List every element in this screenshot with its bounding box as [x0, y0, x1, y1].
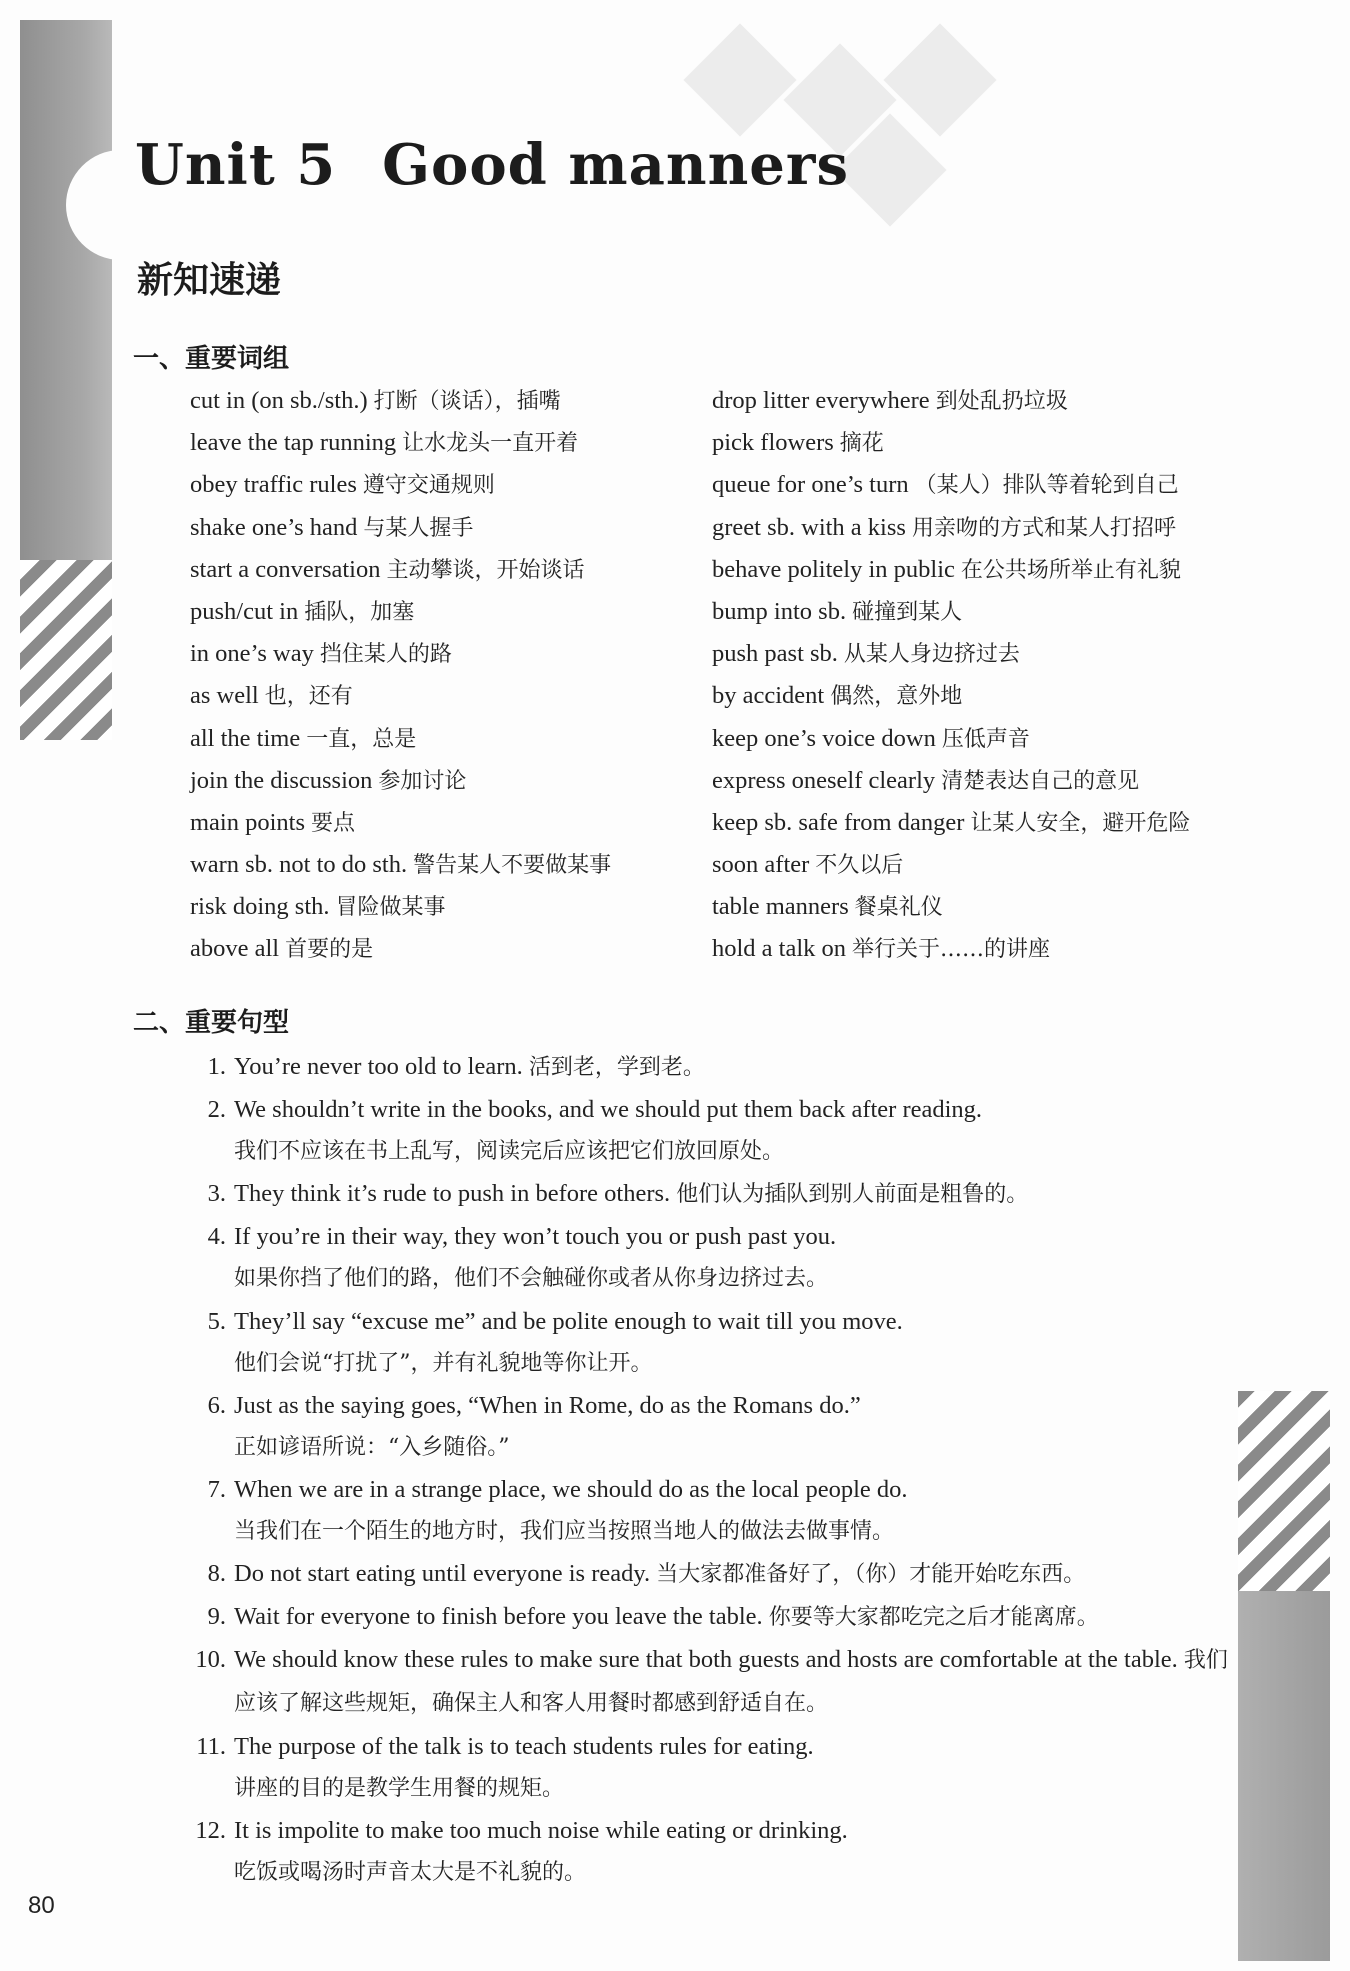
sentence-item: 2. We shouldn’t write in the books, and we should put them back after reading. 我们不应该在书上乱写，阅读完后应该把它们放回原处。 [207, 1096, 983, 1165]
phrase-item: drop litter everywhere 到处乱扔垃圾 [712, 387, 1068, 414]
sentence-item: 3. They think it’s rude to push in before others. 他们认为插队到别人前面是粗鲁的。 [207, 1180, 1029, 1208]
phrase-item: hold a talk on 举行关于……的讲座 [712, 935, 1051, 963]
phrase-item: soon after 不久以后 [712, 851, 904, 879]
right-stripe-pattern [1238, 1391, 1330, 1591]
sentence-item: 9. Wait for everyone to finish before you leave the table. 你要等大家都吃完之后才能离席。 [207, 1603, 1099, 1631]
sentence-list [190, 1046, 1230, 1894]
phrase-item: in one’s way 挡住某人的路 [190, 640, 452, 668]
phrase-item: join the discussion 参加讨论 [190, 766, 467, 794]
sentence-item: 8. Do not start eating until everyone is ready. 当大家都准备好了，（你）才能开始吃东西。 [207, 1560, 1086, 1588]
section-title: 新知速递 [137, 260, 282, 301]
phrase-item: behave politely in public 在公共场所举止有礼貌 [712, 555, 1181, 583]
page-number: 80 [28, 1892, 55, 1919]
phrase-item: keep sb. safe from danger 让某人安全，避开危险 [712, 808, 1191, 836]
sentence-item: 11. The purpose of the talk is to teach students rules for eating. 讲座的目的是教学生用餐的规矩。 [196, 1732, 814, 1801]
sentence-item: 7. When we are in a strange place, we should do as the local people do. 当我们在一个陌生的地方时，我们应当按照当地人的做法去做事情。 [207, 1475, 908, 1545]
sentence-item: 10. We should know these rules to make sure that both guests and hosts are comfortable at the table. 我们应该了解这些规矩，确保主人和客人用餐时都感到舒适自在。 [195, 1646, 1228, 1717]
left-stripe-pattern [20, 560, 112, 740]
phrase-item: shake one’s hand 与某人握手 [190, 513, 474, 541]
key-sentences-heading: 二、重要句型 [133, 1008, 290, 1038]
phrase-item: main points 要点 [190, 808, 356, 836]
sentence-item: 5. They’ll say “excuse me” and be polite enough to wait till you move. 他们会说“打扰了”，并有礼貌地等你让开。 [207, 1307, 903, 1376]
key-phrases-heading: 一、重要词组 [133, 344, 290, 374]
sentence-item: 12. It is impolite to make too much noise while eating or drinking. 吃饭或喝汤时声音太大是不礼貌的。 [195, 1816, 848, 1885]
background-diamond [683, 23, 796, 136]
phrase-item: express oneself clearly 清楚表达自己的意见 [712, 766, 1140, 794]
phrase-item: all the time 一直，总是 [190, 724, 417, 752]
phrase-item: as well 也，还有 [190, 682, 353, 710]
phrase-item: bump into sb. 碰撞到某人 [712, 597, 963, 625]
unit-number: Unit 5 [135, 132, 337, 198]
sentence-item: 1. You’re never too old to learn. 活到老，学到老。 [207, 1053, 705, 1080]
phrase-item: above all 首要的是 [190, 935, 374, 963]
phrase-item: push/cut in 插队，加塞 [190, 597, 415, 625]
phrase-item: push past sb. 从某人身边挤过去 [712, 640, 1020, 668]
phrase-item: by accident 偶然，意外地 [712, 682, 963, 710]
phrase-item: greet sb. with a kiss 用亲吻的方式和某人打招呼 [712, 513, 1176, 541]
phrase-item: risk doing sth. 冒险做某事 [190, 893, 446, 921]
sentence-item: 4. If you’re in their way, they won’t touch you or push past you. 如果你挡了他们的路，他们不会触碰你或者从你身边挤过去。 [207, 1223, 837, 1292]
phrase-item: table manners 餐桌礼仪 [712, 893, 943, 921]
unit-name: Good manners [382, 132, 849, 198]
phrase-item: leave the tap running 让水龙头一直开着 [190, 429, 579, 457]
sentence-item: 6. Just as the saying goes, “When in Rome, do as the Romans do.” 正如谚语所说：“入乡随俗。” [207, 1391, 861, 1460]
phrase-item: pick flowers 摘花 [712, 429, 884, 457]
phrase-item: keep one’s voice down 压低声音 [712, 724, 1030, 752]
phrase-item: cut in (on sb./sth.) 打断（谈话），插嘴 [190, 387, 561, 414]
phrase-list-left [190, 380, 611, 971]
phrase-item: start a conversation 主动攀谈，开始谈话 [190, 555, 585, 583]
background-diamond [883, 23, 996, 136]
phrase-item: queue for one’s turn （某人）排队等着轮到自己 [712, 471, 1179, 499]
phrase-list-right [712, 380, 1190, 971]
phrase-item: obey traffic rules 遵守交通规则 [190, 471, 495, 499]
phrase-item: warn sb. not to do sth. 警告某人不要做某事 [190, 851, 612, 879]
unit-title [135, 132, 849, 198]
